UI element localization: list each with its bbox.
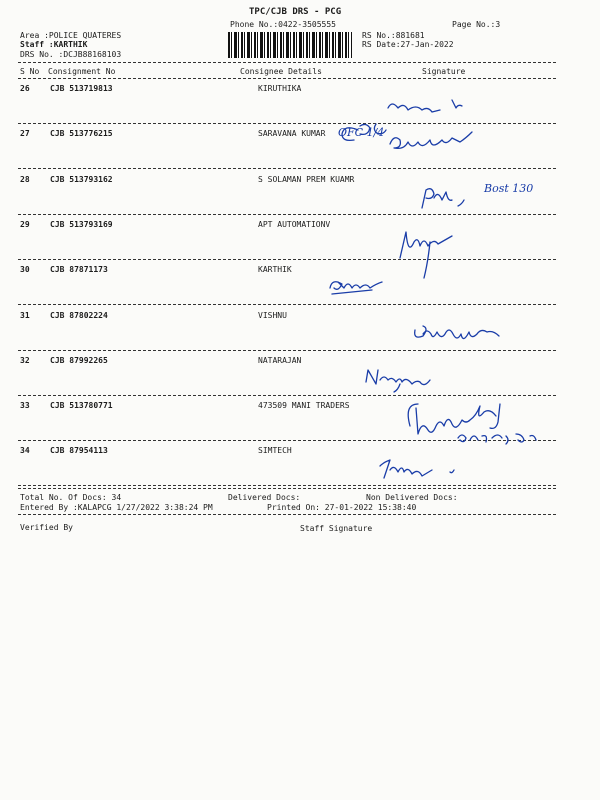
- row-consignee: KARTHIK: [258, 265, 292, 274]
- row-divider: [18, 395, 556, 396]
- header-divider: [18, 62, 556, 63]
- row-consignee: NATARAJAN: [258, 356, 302, 365]
- row-divider: [18, 168, 556, 169]
- row-sno: 29: [20, 220, 30, 229]
- row-consignee: 473509 MANI TRADERS: [258, 401, 350, 410]
- row-consignment-no: CJB 513776215: [50, 129, 113, 138]
- column-divider: [18, 78, 556, 79]
- row-divider: [18, 304, 556, 305]
- row-consignment-no: CJB 87871173: [50, 265, 108, 274]
- staff-signature-label: Staff Signature: [300, 524, 373, 533]
- row-consignee: SIMTECH: [258, 446, 292, 455]
- row-consignment-no: CJB 87802224: [50, 311, 108, 320]
- total-docs: Total No. Of Docs: 34: [20, 493, 122, 502]
- signature-row-34: [370, 452, 500, 486]
- signature-row-32: [360, 364, 480, 394]
- signature-row-30: [320, 270, 430, 300]
- row-consignment-no: CJB 513719813: [50, 84, 113, 93]
- row-sno: 28: [20, 175, 30, 184]
- rs-number: RS No.:881681: [362, 31, 425, 40]
- handwritten-note-r27: OFC 1/4: [338, 126, 385, 139]
- col-consignee: Consignee Details: [240, 67, 322, 76]
- signature-row-26-27: [330, 96, 560, 166]
- signature-row-28: [400, 178, 570, 218]
- col-signature: Signature: [422, 67, 466, 76]
- page-number: Page No.:3: [452, 20, 501, 29]
- footer-divider-2: [18, 514, 556, 515]
- barcode: [228, 32, 352, 58]
- row-consignee: KIRUTHIKA: [258, 84, 302, 93]
- col-sno: S No: [20, 67, 40, 76]
- row-consignment-no: CJB 87954113: [50, 446, 108, 455]
- non-delivered-docs: Non Delivered Docs:: [366, 493, 458, 502]
- delivered-docs: Delivered Docs:: [228, 493, 301, 502]
- row-sno: 34: [20, 446, 30, 455]
- report-title: TPC/CJB DRS - PCG: [249, 7, 342, 17]
- drs-number: DRS No. :DCJB88168103: [20, 50, 122, 59]
- row-sno: 30: [20, 265, 30, 274]
- row-consignment-no: CJB 513793162: [50, 175, 113, 184]
- area-label: Area :POLICE QUATERES: [20, 31, 122, 40]
- row-sno: 26: [20, 84, 30, 93]
- row-sno: 31: [20, 311, 30, 320]
- row-sno: 27: [20, 129, 30, 138]
- rs-date: RS Date:27-Jan-2022: [362, 40, 454, 49]
- row-sno: 33: [20, 401, 30, 410]
- entered-by: Entered By :KALAPCG 1/27/2022 3:38:24 PM: [20, 503, 213, 512]
- row-consignment-no: CJB 513780771: [50, 401, 113, 410]
- row-consignment-no: CJB 87992265: [50, 356, 108, 365]
- row-consignee: S SOLAMAN PREM KUAMR: [258, 175, 355, 184]
- signature-row-31: [405, 316, 525, 356]
- staff-label: Staff :KARTHIK: [20, 40, 88, 49]
- handwritten-note-r28: Bost 130: [484, 182, 534, 195]
- row-sno: 32: [20, 356, 30, 365]
- verified-by: Verified By: [20, 523, 73, 532]
- row-consignee: APT AUTOMATIONV: [258, 220, 331, 229]
- printed-on: Printed On: 27-01-2022 15:38:40: [267, 503, 417, 512]
- row-consignee: VISHNU: [258, 311, 287, 320]
- row-consignee: SARAVANA KUMAR: [258, 129, 326, 138]
- col-consignment: Consignment No: [48, 67, 116, 76]
- signature-row-33: [400, 398, 570, 446]
- footer-divider: [18, 488, 556, 489]
- row-consignment-no: CJB 513793169: [50, 220, 113, 229]
- phone-number: Phone No.:0422-3505555: [230, 20, 336, 29]
